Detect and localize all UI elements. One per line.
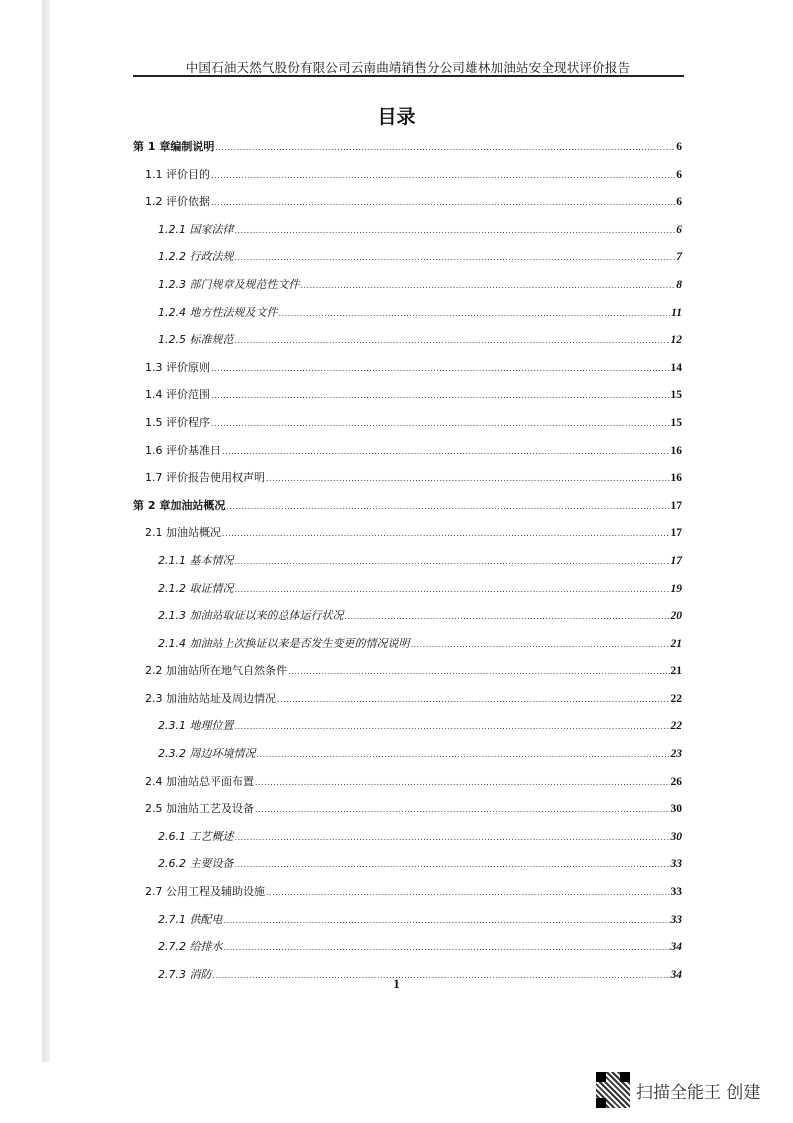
toc-entry[interactable] [133,630,682,658]
toc-entry-page: 21 [670,637,682,650]
toc-entry-label: 2.4 加油站总平面布置 [145,774,254,788]
toc-entry-label: 2.1.2 取证情况 [158,581,234,595]
toc-leader-dots [266,465,670,493]
toc-entry[interactable] [133,685,682,713]
toc-entry-label: 2.1.3 加油站取证以来的总体运行状况 [158,609,344,623]
header-rule [133,75,684,77]
toc-entry[interactable] [133,657,682,685]
table-of-contents [133,133,682,988]
toc-entry-page: 34 [670,941,682,954]
toc-entry-label: 2.3.2 周边环境情况 [158,747,256,761]
toc-entry-label: 2.1.1 基本情况 [158,553,234,567]
toc-leader-dots [344,603,669,631]
toc-entry-label: 2.7.3 消防 [158,967,212,981]
toc-entry-page: 20 [670,610,682,623]
toc-entry-page: 15 [670,416,682,429]
toc-entry-label: 1.3 评价原则 [145,360,210,374]
toc-entry-label: 1.2.4 地方性法规及文件 [158,305,278,319]
toc-leader-dots [257,741,670,769]
toc-entry[interactable] [133,326,682,354]
toc-entry-page: 26 [670,775,682,788]
toc-entry-page: 17 [670,554,682,567]
toc-leader-dots [211,382,670,410]
toc-entry-page: 16 [670,472,682,485]
toc-entry[interactable] [133,271,682,299]
toc-entry-label: 2.6.2 主要设备 [158,857,234,871]
toc-entry-label: 2.5 加油站工艺及设备 [145,802,254,816]
toc-entry[interactable] [133,299,682,327]
toc-entry-page: 11 [671,306,682,319]
toc-entry-label: 1.2.2 行政法规 [158,250,234,264]
toc-leader-dots [226,493,669,521]
toc-entry-label: 2.2 加油站所在地气自然条件 [145,664,287,678]
toc-entry-page: 22 [670,720,682,733]
toc-entry-label: 1.4 评价范围 [145,388,210,402]
toc-entry[interactable] [133,492,682,520]
toc-leader-dots [235,217,676,245]
toc-entry-page: 16 [670,444,682,457]
toc-entry[interactable] [133,575,682,603]
toc-leader-dots [224,934,670,962]
toc-entry-page: 19 [670,582,682,595]
toc-entry-page: 12 [670,334,682,347]
toc-leader-dots [288,658,670,686]
toc-leader-dots [211,410,670,438]
toc-leader-dots [224,907,670,935]
toc-entry-label: 1.5 评价程序 [145,415,210,429]
toc-leader-dots [235,576,670,604]
toc-leader-dots [222,438,670,466]
toc-entry-label: 1.2.3 部门规章及规范性文件 [158,277,300,291]
toc-entry[interactable] [133,354,682,382]
toc-entry-page: 22 [670,692,682,705]
toc-leader-dots [279,300,671,328]
toc-entry[interactable] [133,464,682,492]
toc-entry-page: 34 [670,968,682,981]
watermark-text: 扫描全能王 创建 [636,1082,761,1103]
toc-entry[interactable] [133,712,682,740]
toc-entry-label: 1.2 评价依据 [145,195,210,209]
toc-entry[interactable] [133,519,682,547]
toc-entry-page: 7 [676,251,682,264]
toc-leader-dots [235,548,670,576]
toc-entry-page: 30 [670,803,682,816]
toc-leader-dots [266,879,670,907]
toc-entry-label: 第 2 章加油站概况 [133,498,226,512]
toc-leader-dots [255,769,670,797]
toc-leader-dots [410,631,669,659]
toc-entry-page: 33 [670,886,682,899]
toc-entry-page: 6 [676,223,682,236]
toc-entry[interactable] [133,768,682,796]
toc-leader-dots [211,162,675,190]
toc-entry-label: 1.1 评价目的 [145,167,210,181]
toc-entry-label: 2.7 公用工程及辅助设施 [145,885,265,899]
toc-entry[interactable] [133,161,682,189]
toc-entry-page: 14 [670,361,682,374]
toc-entry-page: 15 [670,389,682,402]
toc-entry-label: 2.1.4 加油站上次换证以来是否发生变更的情况说明 [158,636,410,650]
toc-entry-label: 2.3.1 地理位置 [158,719,234,733]
toc-leader-dots [235,824,670,852]
toc-entry[interactable] [133,795,682,823]
toc-entry-page: 33 [670,913,682,926]
toc-entry[interactable] [133,547,682,575]
qr-code-icon [596,1072,630,1108]
toc-entry-label: 2.1 加油站概况 [145,526,221,540]
toc-entry[interactable] [133,602,682,630]
page-number: 1 [393,976,400,991]
toc-entry-page: 21 [670,665,682,678]
toc-entry[interactable] [133,437,682,465]
toc-entry-label: 1.2.1 国家法律 [158,222,234,236]
toc-entry[interactable] [133,823,682,851]
page-title: 目录 [377,106,416,128]
toc-entry[interactable] [133,216,682,244]
toc-leader-dots [301,272,676,300]
toc-entry[interactable] [133,409,682,437]
toc-leader-dots [235,244,676,272]
toc-leader-dots [235,713,670,741]
toc-entry[interactable] [133,188,682,216]
toc-entry[interactable] [133,906,682,934]
toc-entry-page: 6 [676,196,682,209]
toc-entry[interactable] [133,243,682,271]
toc-entry-page: 30 [670,830,682,843]
toc-entry-page: 17 [670,527,682,540]
toc-entry-label: 2.7.1 供配电 [158,912,223,926]
toc-leader-dots [211,189,675,217]
toc-entry[interactable] [133,878,682,906]
toc-entry-page: 17 [670,499,682,512]
toc-entry-label: 2.6.1 工艺概述 [158,829,234,843]
toc-entry-label: 1.6 评价基准日 [145,443,221,457]
toc-leader-dots [222,520,670,548]
toc-entry-label: 2.3 加油站站址及周边情况 [145,691,276,705]
toc-leader-dots [235,327,670,355]
toc-entry-label: 1.2.5 标准规范 [158,333,234,347]
scanner-watermark [596,1072,760,1108]
toc-leader-dots [277,686,670,714]
toc-entry[interactable] [133,381,682,409]
toc-entry-page: 23 [670,748,682,761]
toc-entry[interactable] [133,850,682,878]
toc-entry-page: 6 [676,141,682,153]
toc-entry[interactable] [133,933,682,961]
toc-entry-label: 2.7.2 给排水 [158,940,223,954]
toc-entry[interactable] [133,133,682,161]
toc-entry-page: 33 [670,858,682,871]
toc-entry[interactable] [133,740,682,768]
scan-edge-shadow [42,0,50,1062]
toc-entry-label: 1.7 评价报告使用权声明 [145,471,265,485]
toc-entry-page: 8 [676,278,682,291]
running-header: 中国石油天然气股份有限公司云南曲靖销售分公司雄林加油站安全现状评价报告 [185,60,631,75]
toc-leader-dots [255,796,670,824]
toc-leader-dots [215,134,675,162]
toc-leader-dots [235,851,670,879]
toc-entry-label: 第 1 章编制说明 [133,140,215,153]
toc-leader-dots [211,355,670,383]
toc-entry-page: 6 [676,168,682,181]
